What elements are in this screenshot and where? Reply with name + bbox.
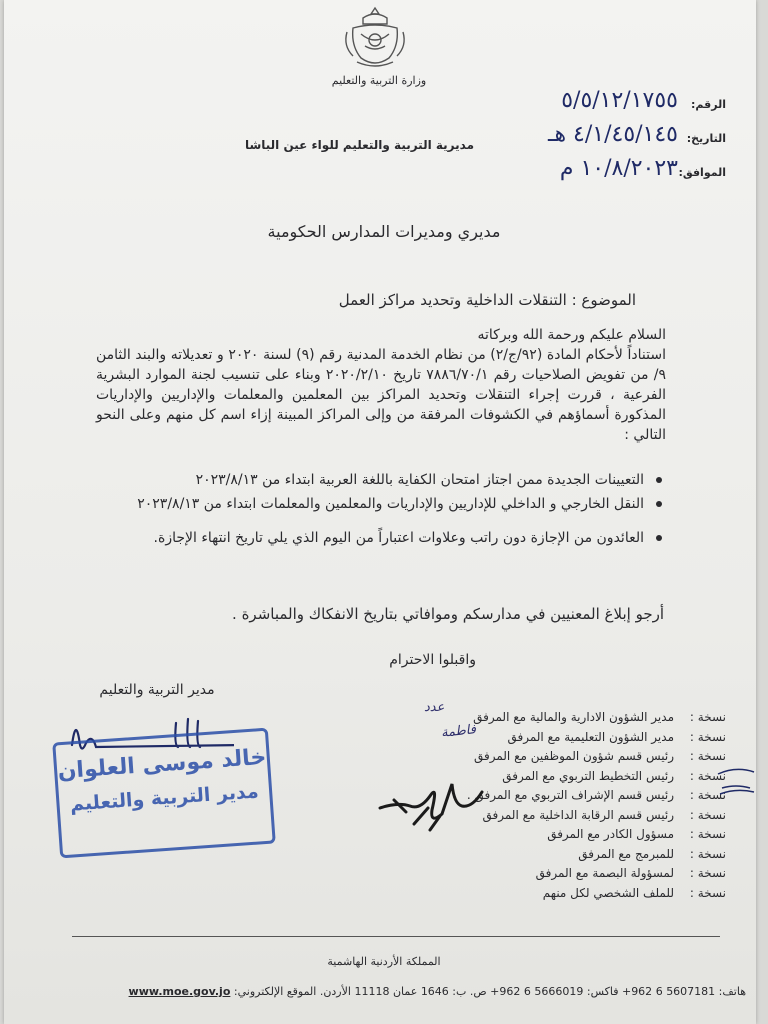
- reference-number-row: [486, 86, 726, 120]
- copy-label: نسخة :: [689, 846, 726, 861]
- closing-line: واقبلوا الاحترام: [389, 652, 476, 668]
- copy-recipient: رئيس قسم الإشراف التربوي مع المرفق .: [466, 788, 674, 802]
- copy-recipient: مدير الشؤون الادارية والمالية مع المرفق: [473, 710, 674, 724]
- contact-info: هاتف: 5607181 6 962+ فاكس: 5666019 6 962+ ص. ب: 1646 عمان 11118 الأردن. الموقع الإلكتروني:: [233, 985, 746, 998]
- ministry-name: وزارة التربية والتعليم: [331, 74, 427, 87]
- letter-page: [4, 0, 756, 1024]
- copy-recipient: رئيس قسم الرقابة الداخلية مع المرفق: [482, 807, 674, 822]
- list-item: [366, 708, 726, 728]
- handwritten-mark-icon: [716, 760, 756, 800]
- copy-label: نسخة :: [689, 749, 726, 763]
- subject-line: الموضوع : التنقلات الداخلية وتحديد مراكز العمل: [338, 291, 636, 309]
- official-stamp: [52, 728, 276, 859]
- kingdom-name: المملكة الأردنية الهاشمية: [327, 955, 441, 968]
- copy-label: نسخة :: [689, 788, 726, 802]
- copy-label: نسخة :: [689, 729, 726, 744]
- directorate-name: مديرية التربية والتعليم للواء عين الباشا: [244, 138, 474, 152]
- signer-title: مدير التربية والتعليم: [99, 682, 215, 698]
- jordan-emblem-icon: [339, 2, 411, 74]
- reference-corresponding-value: ١٠/٨/٢٠٢٣ م: [559, 156, 678, 181]
- reference-corresponding-label: الموافق:: [678, 166, 726, 179]
- bullet-icon: [656, 501, 662, 507]
- copy-recipient: مسؤول الكادر مع المرفق: [547, 827, 674, 841]
- copy-recipient: رئيس قسم شؤون الموظفين مع المرفق: [473, 749, 674, 763]
- handwritten-note: عدد: [424, 700, 445, 715]
- bullet-list: [96, 470, 664, 552]
- copy-recipient: للمبرمج مع المرفق: [578, 846, 674, 861]
- list-item-text: النقل الخارجي و الداخلي للإداريين والإداريات والمعلمين والمعلمات ابتداء من ٢٠٢٣/٨/١٣: [137, 496, 644, 512]
- copy-label: نسخة :: [689, 768, 726, 783]
- reference-date-label: التاريخ:: [686, 132, 726, 145]
- copy-label: نسخة :: [689, 807, 726, 822]
- reference-date-row: [486, 120, 726, 154]
- footer-divider: [72, 936, 720, 937]
- website-link[interactable]: www.moe.gov.jo: [128, 985, 231, 998]
- list-item-text: التعيينات الجديدة ممن اجتاز امتحان الكفاية باللغة العربية ابتداء من ٢٠٢٣/٨/١٣: [195, 472, 644, 488]
- stamp-title: مدير التربية والتعليم: [69, 780, 260, 816]
- reference-number-value: ٥/٥/١٢/١٧٥٥: [561, 88, 678, 113]
- copy-label: نسخة :: [689, 827, 726, 841]
- greeting: السلام عليكم ورحمة الله وبركاته: [477, 327, 666, 343]
- copy-recipient: مدير الشؤون التعليمية مع المرفق: [507, 729, 674, 744]
- reference-corresponding-row: [486, 154, 726, 188]
- copy-recipient: لمسؤولة البصمة مع المرفق: [535, 866, 674, 880]
- list-item: [96, 470, 664, 490]
- list-item: [96, 494, 664, 514]
- bullet-icon: [656, 477, 662, 483]
- footer-contact: [114, 985, 746, 998]
- copy-label: نسخة :: [689, 885, 726, 900]
- list-item: [96, 528, 664, 548]
- body-paragraph: استناداً لأحكام المادة (٩٢/ج/٢) من نظام الخدمة المدنية رقم (٩) لسنة ٢٠٢٠ و تعديلاته والبند الثامن ٩/ من تفويض الصلاحيات رقم ٧٨٨٦/٧٠/١ تاريخ ٢٠٢٠/٢/١٠ وبناء على تنسيب لجنة الموارد البشرية الفرعية ، قررت إجراء التنقلات وتحديد المراكز بين المعلمين والمعلمات والإداريين والإداريات المذكورة أسماؤهم في الكشوفات المرفقة من وإلى المراكز المبينة إزاء اسم كل منهم وعلى النحو التالي :: [96, 347, 666, 443]
- reference-date-value: ٤/١/٤٥/١٤٥ هـ: [548, 122, 678, 147]
- request-line: أرجو إبلاغ المعنيين في مدارسكم وموافاتي بتاريخ الانفكاك والمباشرة .: [232, 605, 664, 623]
- handwritten-note: فاطمة: [440, 722, 477, 741]
- copy-label: نسخة :: [689, 866, 726, 880]
- signature-icon: [374, 760, 494, 840]
- stamp-name: خالد موسى العلوان: [56, 744, 268, 785]
- reference-block: [486, 86, 726, 188]
- addressee: مديري ومديرات المدارس الحكومية: [267, 222, 501, 241]
- list-item: [366, 864, 726, 884]
- list-item: [366, 845, 726, 865]
- letter-body: [96, 325, 666, 445]
- list-item-text: العائدون من الإجازة دون راتب وعلاوات اعتباراً من اليوم الذي يلي تاريخ انتهاء الإجازة.: [153, 530, 644, 546]
- list-item: [366, 728, 726, 748]
- copy-label: نسخة :: [689, 710, 726, 724]
- bullet-icon: [656, 535, 662, 541]
- reference-number-label: الرقم:: [691, 98, 726, 111]
- copy-recipient: للملف الشخصي لكل منهم: [542, 885, 674, 900]
- list-item: [366, 884, 726, 904]
- copy-recipient: رئيس التخطيط التربوي مع المرفق: [502, 768, 674, 783]
